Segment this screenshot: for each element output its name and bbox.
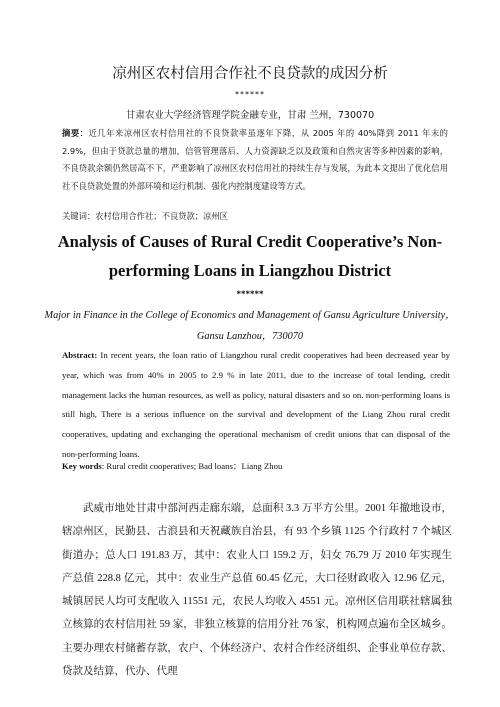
body-paragraph: 武威市地处甘肃中部河西走廊东端，总面积 3.3 万平方公里。2001 年撤地设市，辖凉州区，民勤县、古浪县和天祝藏族自治县，有 93 个乡镇 1125 个行政村 7 个城区街道办；总人口 191.83 万，其中：农业人口 159.2 万，妇女 76.79 万 2010 年实现生产总值 228.8 亿元，其中：农业生产总值 60.45 亿元，大口径财政收入 12.96 亿元，城镇居民人均可支配收入 11551 元，农民人均收入 4551 元。凉州区信用联社辖属独立核算的农村信用社 59 家，非独立核算的信用分社 76 家，机构网点遍布全区城乡。主要办理农村储蓄存款，农户、个体经济户、农村合作经济组织、企事业单位存款、贷款及结算，代办、代理: [62, 503, 452, 678]
english-keywords: [62, 460, 450, 472]
chinese-affiliation: 甘肃农业大学经济管理学院金融专业，甘肃 兰州，730070: [125, 110, 375, 121]
english-author-placeholder: ******: [236, 289, 264, 299]
chinese-abstract: [62, 125, 448, 195]
chinese-abstract-text: 近几年来凉州区农村信用社的不良贷款率虽逐年下降，从 2005 年的 40%降到 2011 年末的 2.9%，但由于贷款总量的增加，信管管理落后、人力资源缺乏以及政策和自然灾害等多种因素的影响，不良贷款余额仍然居高不下，严重影响了凉州区农村信用社的持续生存与发展，为此本文提出了优化信用社不良贷款处置的外部环境和运行机制、强化内控制度建设等方式。: [62, 128, 448, 191]
english-keywords-text: : Rural credit cooperatives; Bad loans；Liang Zhou: [101, 461, 283, 471]
chinese-author-placeholder: ******: [235, 90, 265, 99]
chinese-keywords: 关键词：农村信用合作社；不良贷款；凉州区: [62, 211, 228, 221]
english-title: Analysis of Causes of Rural Credit Cooperative’s Non-performing Loans in Liangzhou District: [57, 232, 443, 280]
english-affiliation: Major in Finance in the College of Economics and Management of Gansu Agriculture University，Gansu Lanzhou，730070: [44, 310, 456, 342]
english-abstract-label: Abstract:: [62, 350, 98, 360]
chinese-abstract-label: 摘要：: [62, 128, 89, 138]
english-abstract-text: In recent years, the loan ratio of Liangzhou rural credit cooperatives had been decreased year by year, which was from 40% in 2005 to 2.9 % in late 2011, due to the increase of total lending, credit management lacks the human resources, as well as policy, natural disasters and so on. non-performing loans is still high, There is a serious influence on the survival and development of the Liang Zhou rural credit cooperatives, updating and exchanging the operational mechanism of credit unions that can disposal of the non-performing loans.: [62, 350, 450, 459]
english-abstract: [62, 346, 450, 465]
english-keywords-label: Key words: [62, 461, 102, 471]
chinese-title: 凉州区农村信用合作社不良贷款的成因分析: [112, 66, 388, 82]
